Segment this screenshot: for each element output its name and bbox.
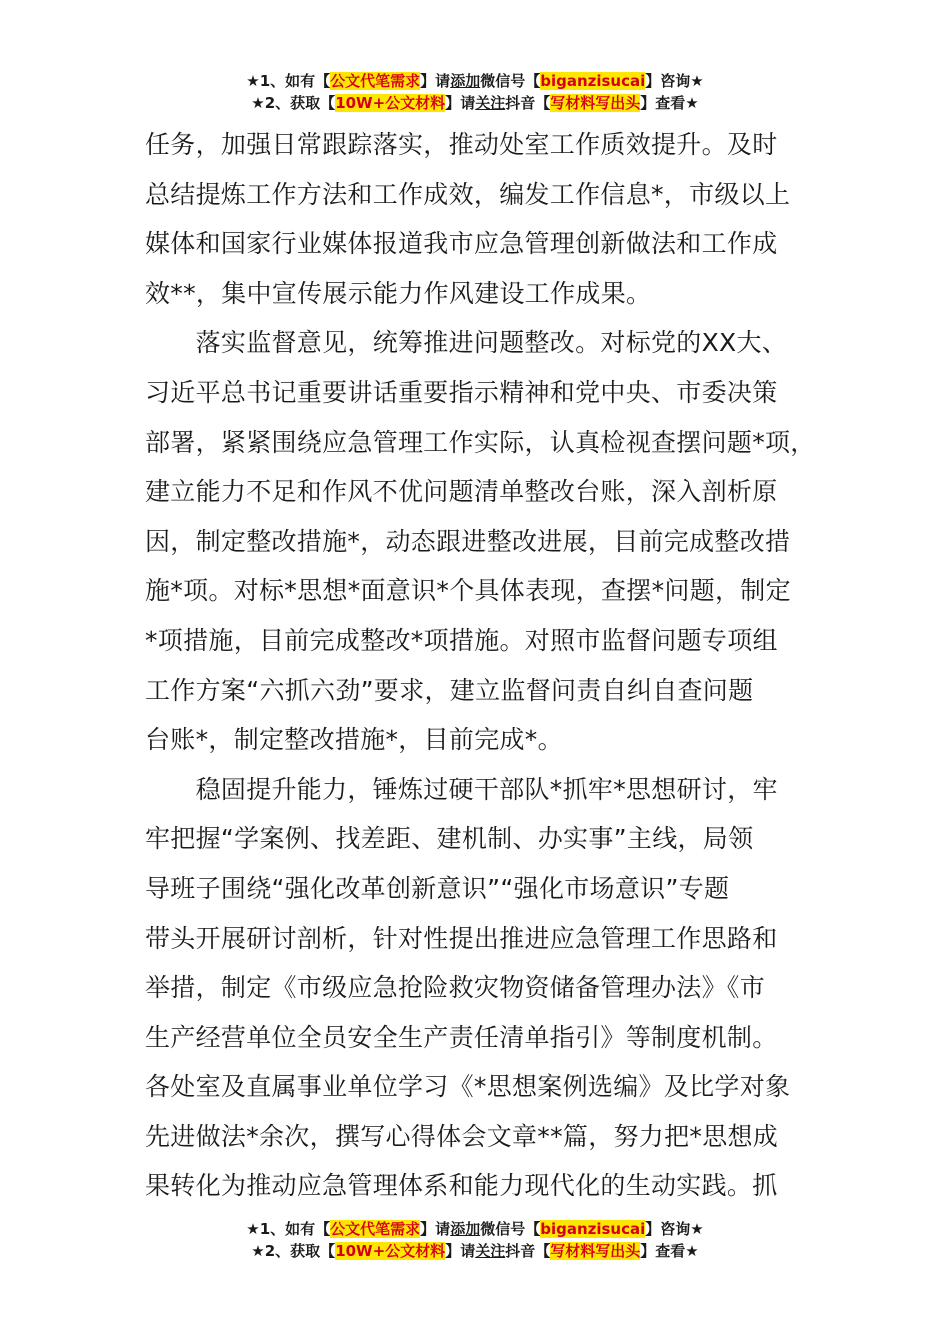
banner-text-underlined: 添加 [450,72,481,90]
body-line: 媒体和国家行业媒体报道我市应急管理创新做法和工作成 [145,229,778,259]
highlight-wechat-id: biganzisucai [540,1220,646,1238]
banner-text: ★2、获取【 [251,94,336,112]
body-line: *项措施，目前完成整改*项措施。对照市监督问题专项组 [145,625,778,655]
banner-text: 抖音【 [505,94,551,112]
banner-text: 】查看★ [640,1242,699,1260]
body-line: 果转化为推动应急管理体系和能力现代化的生动实践。抓 [145,1171,778,1201]
banner-text: 微信号【 [480,72,541,90]
highlight-service: 公文代笔需求 [330,72,421,90]
body-line: 先进做法*余次，撰写心得体会文章**篇，努力把*思想成 [145,1121,779,1151]
body-line: 建立能力不足和作风不优问题清单整改台账，深入剖析原 [145,477,778,507]
highlight-materials: 10W+公文材料 [335,1242,446,1260]
header-banner [0,70,950,114]
highlight-materials: 10W+公文材料 [335,94,446,112]
body-line: 稳固提升能力，锤炼过硬干部队*抓牢*思想研讨，牢 [145,774,778,804]
body-line: 台账*，制定整改措施*，目前完成*。 [145,725,563,755]
header-banner-line-1 [0,70,950,92]
banner-text: ★2、获取【 [251,1242,336,1260]
banner-text: 】咨询★ [645,72,704,90]
banner-text: 】请 [420,72,451,90]
banner-text: ★1、如有【 [246,72,331,90]
body-line: 总结提炼工作方法和工作成效，编发工作信息*，市级以上 [145,179,791,209]
body-line: 导班子围绕“强化改革创新意识”“强化市场意识”专题 [145,873,730,903]
banner-text: 】请 [445,1242,476,1260]
banner-text: 】查看★ [640,94,699,112]
highlight-service: 公文代笔需求 [330,1220,421,1238]
body-line: 效**，集中宣传展示能力作风建设工作成果。 [145,278,652,308]
footer-banner-line-1 [0,1218,950,1240]
banner-text: ★1、如有【 [246,1220,331,1238]
footer-banner-line-2 [0,1240,950,1262]
banner-text-underlined: 添加 [450,1220,481,1238]
highlight-douyin-account: 写材料写出头 [550,94,641,112]
banner-text: 】请 [445,94,476,112]
banner-text: 】咨询★ [645,1220,704,1238]
body-line: 落实监督意见，统筹推进问题整改。对标党的XX大、 [145,328,788,358]
body-line: 习近平总书记重要讲话重要指示精神和党中央、市委决策 [145,377,778,407]
body-line: 部署，紧紧围绕应急管理工作实际，认真检视查摆问题*项， [145,427,816,457]
document-body [145,120,825,1211]
body-line: 牢把握“学案例、找差距、建机制、办实事”主线，局领 [145,824,754,854]
body-line: 工作方案“六抓六劲”要求，建立监督问责自纠自查问题 [145,675,754,705]
body-line: 各处室及直属事业单位学习《*思想案例选编》及比学对象 [145,1072,791,1102]
body-line: 生产经营单位全员安全生产责任清单指引》等制度机制。 [145,1022,778,1052]
body-line: 带头开展研讨剖析，针对性提出推进应急管理工作思路和 [145,923,778,953]
body-line: 举措，制定《市级应急抢险救灾物资储备管理办法》《市 [145,973,766,1003]
banner-text: 微信号【 [480,1220,541,1238]
banner-text: 】请 [420,1220,451,1238]
banner-text-underlined: 关注 [475,1242,506,1260]
footer-banner [0,1218,950,1262]
highlight-douyin-account: 写材料写出头 [550,1242,641,1260]
body-line: 施*项。对标*思想*面意识*个具体表现，查摆*问题，制定 [145,576,791,606]
banner-text: 抖音【 [505,1242,551,1260]
body-line: 因，制定整改措施*，动态跟进整改进展，目前完成整改措 [145,526,791,556]
banner-text-underlined: 关注 [475,94,506,112]
body-line: 任务，加强日常跟踪落实，推动处室工作质效提升。及时 [145,130,778,159]
header-banner-line-2 [0,92,950,114]
highlight-wechat-id: biganzisucai [540,72,646,90]
